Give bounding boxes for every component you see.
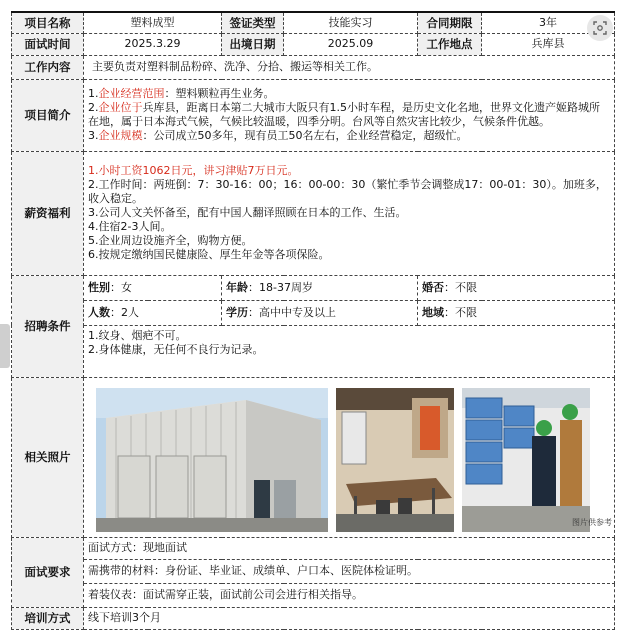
interview-req-label: 面试要求 xyxy=(12,537,84,607)
salary-line-5: 5.企业周边设施齐全，购物方便。 xyxy=(88,234,253,247)
married-cell: 婚否：不限 xyxy=(418,275,615,300)
salary-label: 薪资福利 xyxy=(12,151,84,275)
departure-date: 2025.09 xyxy=(284,33,418,55)
workers-photo xyxy=(462,388,590,532)
count-cell: 人数：2人 xyxy=(84,300,222,325)
age-cell: 年龄：18-37周岁 xyxy=(222,275,418,300)
contract-label: 合同期限 xyxy=(418,12,482,33)
breakroom-photo xyxy=(336,388,454,532)
interview-mode: 面试方式：现地面试 xyxy=(84,537,615,559)
factory-photo xyxy=(96,388,328,532)
location-label: 工作地点 xyxy=(418,33,482,55)
work-content-label: 工作内容 xyxy=(12,55,84,79)
visual-search-button[interactable] xyxy=(587,15,613,41)
visa-type: 技能实习 xyxy=(284,12,418,33)
gender-cell: 性别：女 xyxy=(84,275,222,300)
salary-line-1: 1.小时工资1062日元，讲习津贴7万日元。 xyxy=(88,164,299,177)
region-cell: 地域：不限 xyxy=(418,300,615,325)
intro-content xyxy=(84,79,615,151)
scan-icon xyxy=(593,21,607,35)
job-sheet xyxy=(11,11,615,630)
visa-type-label: 签证类型 xyxy=(222,12,284,33)
work-location: 兵库县 xyxy=(482,33,615,55)
departure-label: 出境日期 xyxy=(222,33,284,55)
recruit-label: 招聘条件 xyxy=(12,275,84,377)
intro-label: 项目简介 xyxy=(12,79,84,151)
intro-line-3: 3.企业规模：公司成立50多年，现有员工50名左右，企业经营稳定，超级忙。 xyxy=(88,129,468,142)
edu-cell: 学历：高中中专及以上 xyxy=(222,300,418,325)
interview-materials: 需携带的材料：身份证、毕业证、成绩单、户口本、医院体检证明。 xyxy=(84,559,615,583)
salary-line-4: 4.住宿2-3人间。 xyxy=(88,220,172,233)
photos-label: 相关照片 xyxy=(12,377,84,537)
interview-time-label: 面试时间 xyxy=(12,33,84,55)
training-label: 培训方式 xyxy=(12,607,84,629)
side-panel-handle[interactable] xyxy=(0,324,10,368)
salary-line-2: 2.工作时间：两班倒：7：30-16：00；16：00-00：30（繁忙季节会调整成17：00-01：30）。加班多，收入稳定。 xyxy=(88,178,607,205)
training-text: 线下培训3个月 xyxy=(84,607,615,629)
salary-content xyxy=(84,151,615,275)
requirement-2: 2.身体健康，无任何不良行为记录。 xyxy=(88,342,264,356)
intro-line-2: 2.企业位于兵库县，距离日本第二大城市大阪只有1.5小时车程，是历史文化名地，世界文化遗产姬路城所在地，属于日本海式气候，气候比较温暖，四季分明。台风等自然灾害比较少，气候条件优越。 xyxy=(88,101,600,128)
interview-dress: 着装仪表：面试需穿正装，面试前公司会进行相关指导。 xyxy=(84,583,615,607)
interview-time: 2025.3.29 xyxy=(84,33,222,55)
salary-line-6: 6.按规定缴纳国民健康险、厚生年金等各项保险。 xyxy=(88,248,330,261)
contract-value: 3年 xyxy=(482,12,615,33)
salary-line-3: 3.公司人文关怀备至，配有中国人翻译照顾在日本的工作、生活。 xyxy=(88,206,407,219)
intro-line-1: 1.企业经营范围：塑料颗粒再生业务。 xyxy=(88,87,275,100)
project-name-label: 项目名称 xyxy=(12,12,84,33)
work-content xyxy=(84,55,615,79)
requirement-1: 1.纹身、烟疤不可。 xyxy=(88,328,187,342)
photos-caption: 图片供参考 xyxy=(572,518,612,527)
work-content-text: 主要负责对塑料制品粉碎、洗净、分拾、搬运等相关工作。 xyxy=(92,60,378,73)
photos-cell xyxy=(84,377,615,537)
recruit-requirements xyxy=(84,325,615,377)
project-name: 塑料成型 xyxy=(84,12,222,33)
